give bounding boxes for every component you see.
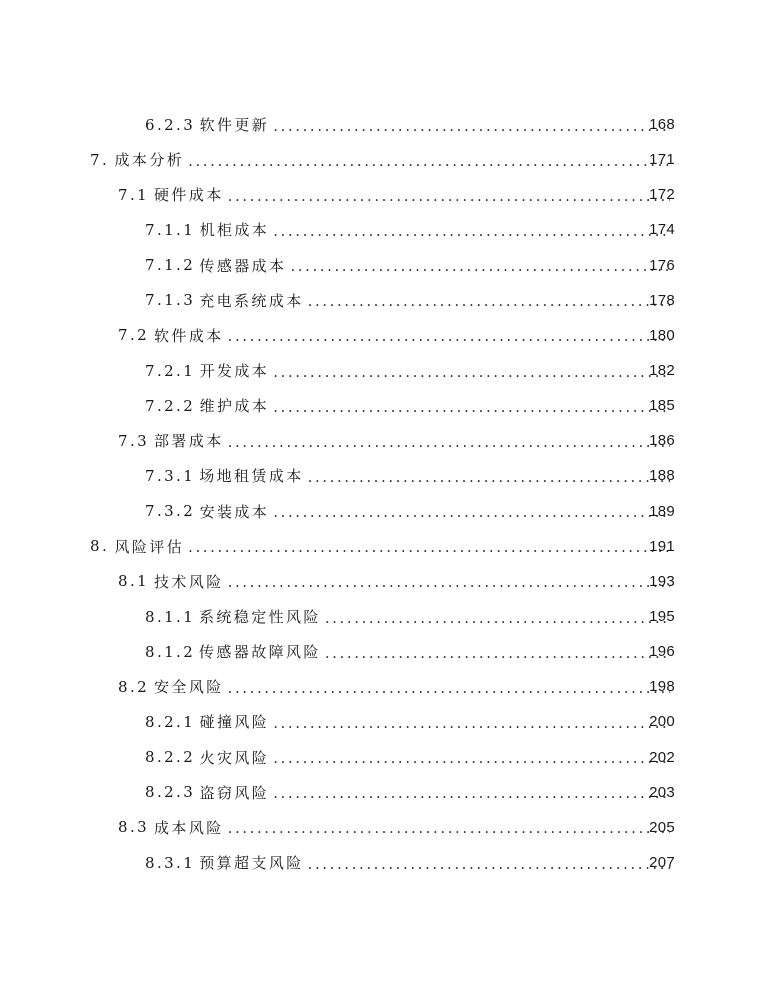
table-of-contents: [0, 107, 765, 880]
toc-entry-title: 安装成本: [199, 502, 270, 521]
toc-entry-page: 205: [649, 818, 675, 836]
toc-entry[interactable]: [0, 177, 765, 212]
toc-entry[interactable]: [0, 599, 765, 634]
toc-entry-number: 7.1: [118, 185, 150, 204]
toc-entry[interactable]: [0, 458, 765, 493]
toc-entry[interactable]: [0, 353, 765, 388]
toc-entry[interactable]: [0, 564, 765, 599]
toc-entry-number: 8.: [90, 537, 110, 556]
toc-dot-leader: [308, 468, 670, 486]
toc-entry[interactable]: [0, 107, 765, 142]
toc-entry-title: 传感器故障风险: [199, 643, 321, 662]
toc-entry-number: 7.2: [118, 326, 150, 345]
toc-entry-page: 180: [649, 326, 675, 344]
toc-entry[interactable]: [0, 845, 765, 880]
toc-dot-leader: [228, 573, 670, 591]
toc-entry-number: 7.1.2: [145, 256, 196, 275]
toc-entry-page: 168: [649, 116, 675, 134]
toc-entry-number: 8.1.1: [145, 607, 196, 626]
toc-entry-title: 火灾风险: [199, 748, 270, 767]
toc-entry-title: 成本风险: [154, 818, 224, 837]
toc-entry[interactable]: [0, 494, 765, 529]
toc-entry-number: 7.2.2: [145, 396, 196, 415]
toc-entry-page: 195: [649, 608, 675, 626]
toc-entry-page: 203: [649, 783, 675, 801]
toc-entry-title: 传感器成本: [199, 256, 287, 275]
toc-entry-title: 部署成本: [154, 432, 224, 451]
toc-dot-leader: [188, 538, 670, 556]
toc-entry-title: 机柜成本: [199, 221, 270, 240]
toc-entry[interactable]: [0, 669, 765, 704]
toc-entry-number: 8.3: [118, 818, 150, 837]
toc-dot-leader: [228, 327, 670, 345]
toc-dot-leader: [308, 855, 670, 873]
toc-entry-title: 安全风险: [154, 678, 224, 697]
toc-entry-number: 8.2.2: [145, 748, 196, 767]
toc-entry[interactable]: [0, 248, 765, 283]
toc-dot-leader: [273, 714, 670, 732]
toc-entry-page: 207: [649, 854, 675, 872]
toc-entry-title: 预算超支风险: [199, 854, 304, 873]
toc-dot-leader: [325, 609, 670, 627]
toc-entry-page: 193: [649, 572, 675, 590]
toc-entry-title: 成本分析: [114, 151, 185, 170]
toc-entry-page: 189: [649, 502, 675, 520]
toc-entry-title: 盗窃风险: [199, 783, 270, 802]
toc-entry[interactable]: [0, 318, 765, 353]
toc-entry-page: 198: [649, 678, 675, 696]
toc-entry-title: 场地租赁成本: [199, 467, 304, 486]
toc-dot-leader: [273, 117, 670, 135]
toc-entry-page: 186: [649, 432, 675, 450]
toc-entry[interactable]: [0, 810, 765, 845]
toc-entry-page: 200: [649, 713, 675, 731]
toc-entry-page: 185: [649, 397, 675, 415]
toc-dot-leader: [325, 644, 670, 662]
toc-dot-leader: [228, 433, 670, 451]
toc-dot-leader: [273, 784, 670, 802]
toc-entry-number: 7.2.1: [145, 361, 196, 380]
toc-dot-leader: [308, 292, 670, 310]
toc-entry-page: 182: [649, 362, 675, 380]
toc-entry-number: 7.: [90, 150, 110, 169]
toc-entry-number: 8.1: [118, 572, 150, 591]
toc-entry-number: 8.3.1: [145, 853, 196, 872]
toc-entry-title: 碰撞风险: [199, 713, 270, 732]
toc-entry-page: 202: [649, 748, 675, 766]
toc-entry-number: 8.2.3: [145, 783, 196, 802]
toc-entry[interactable]: [0, 775, 765, 810]
toc-entry-number: 8.2.1: [145, 712, 196, 731]
toc-entry[interactable]: [0, 283, 765, 318]
toc-dot-leader: [228, 819, 670, 837]
toc-entry-number: 7.3.1: [145, 466, 196, 485]
toc-entry[interactable]: [0, 529, 765, 564]
toc-dot-leader: [273, 398, 670, 416]
toc-entry-title: 硬件成本: [154, 186, 224, 205]
toc-dot-leader: [188, 152, 670, 170]
toc-entry-title: 充电系统成本: [199, 291, 304, 310]
toc-entry-page: 191: [649, 537, 675, 555]
toc-dot-leader: [228, 187, 670, 205]
toc-entry-page: 174: [649, 221, 675, 239]
toc-entry[interactable]: [0, 212, 765, 247]
toc-dot-leader: [273, 363, 670, 381]
toc-entry-page: 171: [649, 151, 675, 169]
toc-dot-leader: [273, 503, 670, 521]
toc-entry[interactable]: [0, 740, 765, 775]
toc-entry-page: 188: [649, 467, 675, 485]
toc-entry[interactable]: [0, 142, 765, 177]
toc-entry-title: 维护成本: [199, 397, 270, 416]
toc-dot-leader: [273, 222, 670, 240]
toc-entry-page: 172: [649, 186, 675, 204]
toc-entry-title: 软件更新: [199, 116, 270, 135]
toc-entry-number: 8.1.2: [145, 642, 196, 661]
toc-dot-leader: [273, 749, 670, 767]
toc-entry-title: 系统稳定性风险: [199, 608, 321, 627]
toc-entry-page: 178: [649, 291, 675, 309]
toc-entry[interactable]: [0, 634, 765, 669]
toc-dot-leader: [228, 679, 670, 697]
toc-entry-title: 软件成本: [154, 326, 224, 345]
toc-entry-number: 8.2: [118, 677, 150, 696]
toc-dot-leader: [290, 257, 670, 275]
toc-entry-page: 176: [649, 256, 675, 274]
toc-entry-title: 开发成本: [199, 362, 270, 381]
toc-entry-title: 技术风险: [154, 572, 224, 591]
toc-entry-number: 6.2.3: [145, 115, 196, 134]
toc-entry[interactable]: [0, 388, 765, 423]
toc-entry-page: 196: [649, 643, 675, 661]
toc-entry-number: 7.1.1: [145, 220, 196, 239]
toc-entry-number: 7.1.3: [145, 291, 196, 310]
toc-entry[interactable]: [0, 423, 765, 458]
toc-entry-number: 7.3.2: [145, 502, 196, 521]
toc-entry[interactable]: [0, 704, 765, 739]
toc-entry-title: 风险评估: [114, 537, 185, 556]
toc-entry-number: 7.3: [118, 431, 150, 450]
